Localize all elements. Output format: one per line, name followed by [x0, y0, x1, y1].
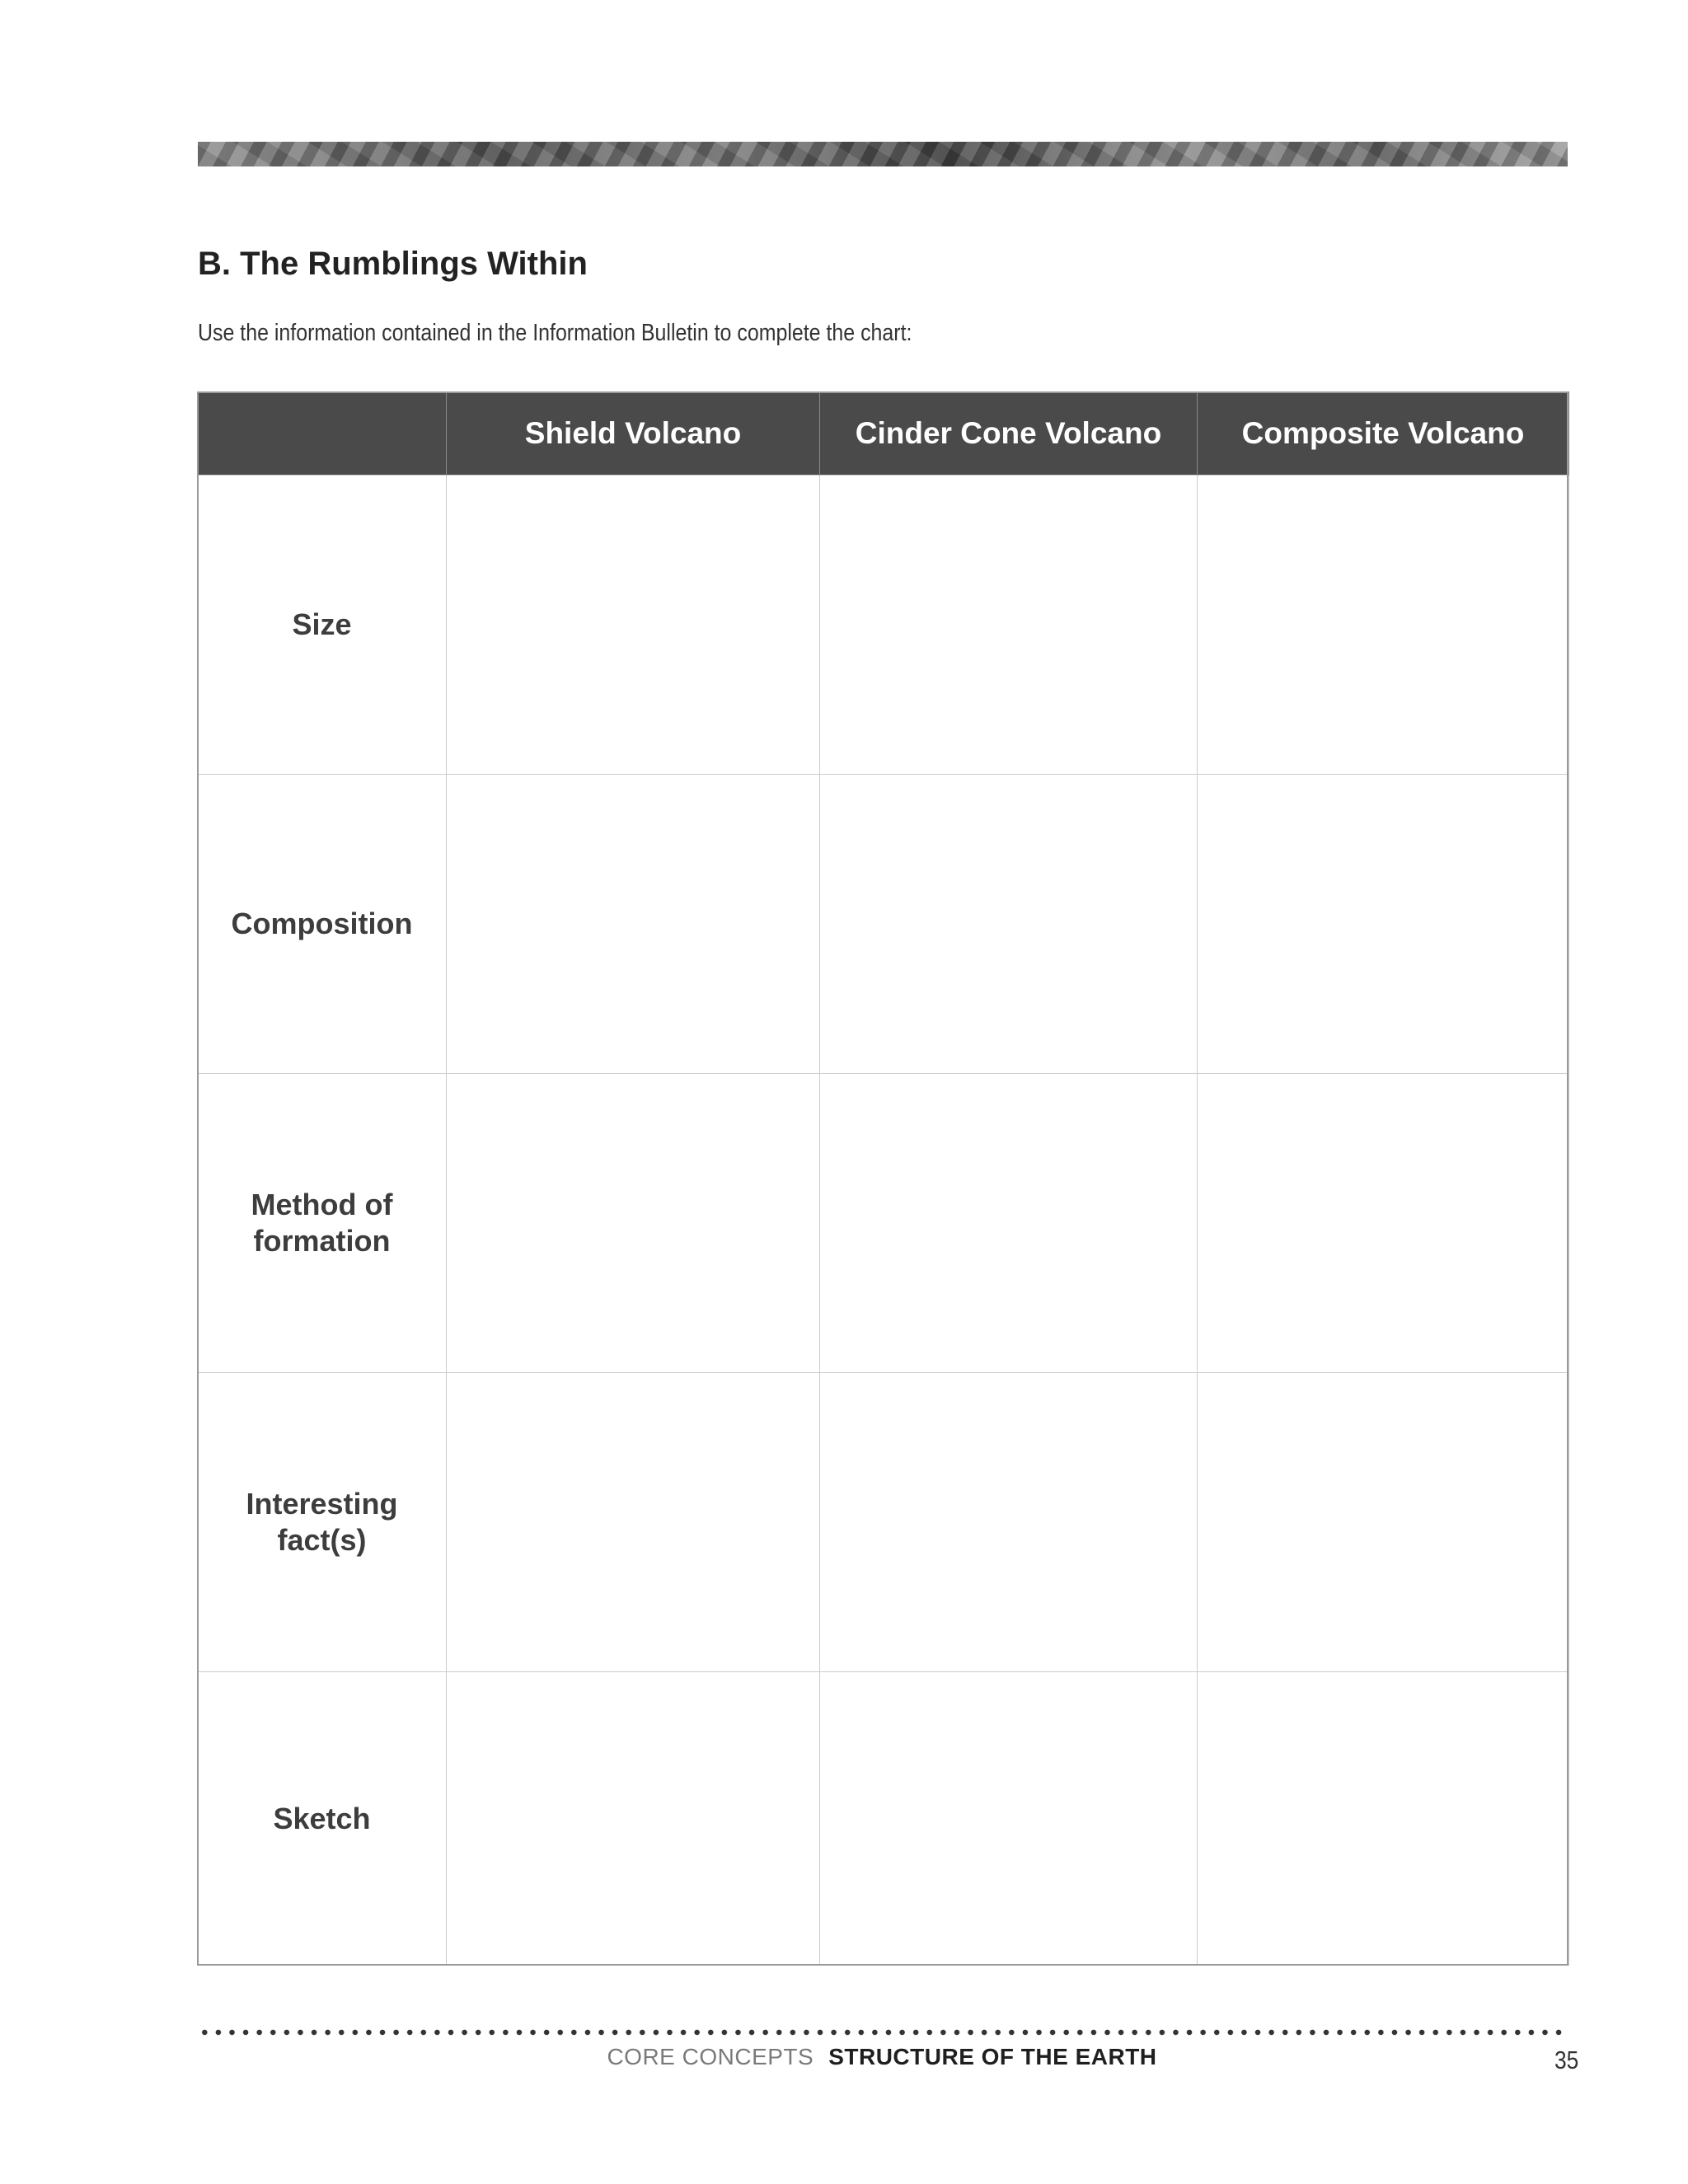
page-footer — [0, 2044, 1688, 2070]
answer-cell-composition-shield[interactable] — [447, 775, 820, 1074]
page-number: 35 — [1554, 2046, 1579, 2074]
row-label-method-of-formation: Method of formation — [198, 1074, 447, 1373]
column-header-composite: Composite Volcano — [1198, 391, 1569, 476]
table-row — [198, 476, 1569, 775]
row-label-sketch: Sketch — [198, 1672, 447, 1966]
answer-cell-formation-cinder-cone[interactable] — [820, 1074, 1198, 1373]
answer-cell-sketch-composite[interactable] — [1198, 1672, 1569, 1966]
section-title: B. The Rumblings Within — [198, 246, 588, 282]
answer-cell-sketch-cinder-cone[interactable] — [820, 1672, 1198, 1966]
volcano-comparison-table — [197, 391, 1569, 1966]
footer-topic: STRUCTURE OF THE EARTH — [828, 2044, 1157, 2069]
answer-cell-facts-shield[interactable] — [447, 1373, 820, 1672]
decorative-banner-image — [198, 142, 1568, 166]
dotted-divider — [198, 2029, 1568, 2036]
row-label-composition: Composition — [198, 775, 447, 1074]
table-row — [198, 1672, 1569, 1966]
table-row — [198, 1074, 1569, 1373]
header-corner-cell — [198, 391, 447, 476]
answer-cell-composition-cinder-cone[interactable] — [820, 775, 1198, 1074]
answer-cell-size-shield[interactable] — [447, 476, 820, 775]
answer-cell-facts-cinder-cone[interactable] — [820, 1373, 1198, 1672]
answer-cell-formation-shield[interactable] — [447, 1074, 820, 1373]
row-label-size: Size — [198, 476, 447, 775]
column-header-cinder-cone: Cinder Cone Volcano — [820, 391, 1198, 476]
answer-cell-size-cinder-cone[interactable] — [820, 476, 1198, 775]
table-row — [198, 1373, 1569, 1672]
answer-cell-size-composite[interactable] — [1198, 476, 1569, 775]
table-header-row — [198, 391, 1569, 476]
instructions-text: Use the information contained in the Information Bulletin to complete the chart: — [198, 320, 912, 346]
column-header-shield: Shield Volcano — [447, 391, 820, 476]
row-label-interesting-facts: Interesting fact(s) — [198, 1373, 447, 1672]
table-row — [198, 775, 1569, 1074]
answer-cell-composition-composite[interactable] — [1198, 775, 1569, 1074]
answer-cell-formation-composite[interactable] — [1198, 1074, 1569, 1373]
answer-cell-facts-composite[interactable] — [1198, 1373, 1569, 1672]
footer-series-name: CORE CONCEPTS — [607, 2044, 814, 2069]
answer-cell-sketch-shield[interactable] — [447, 1672, 820, 1966]
